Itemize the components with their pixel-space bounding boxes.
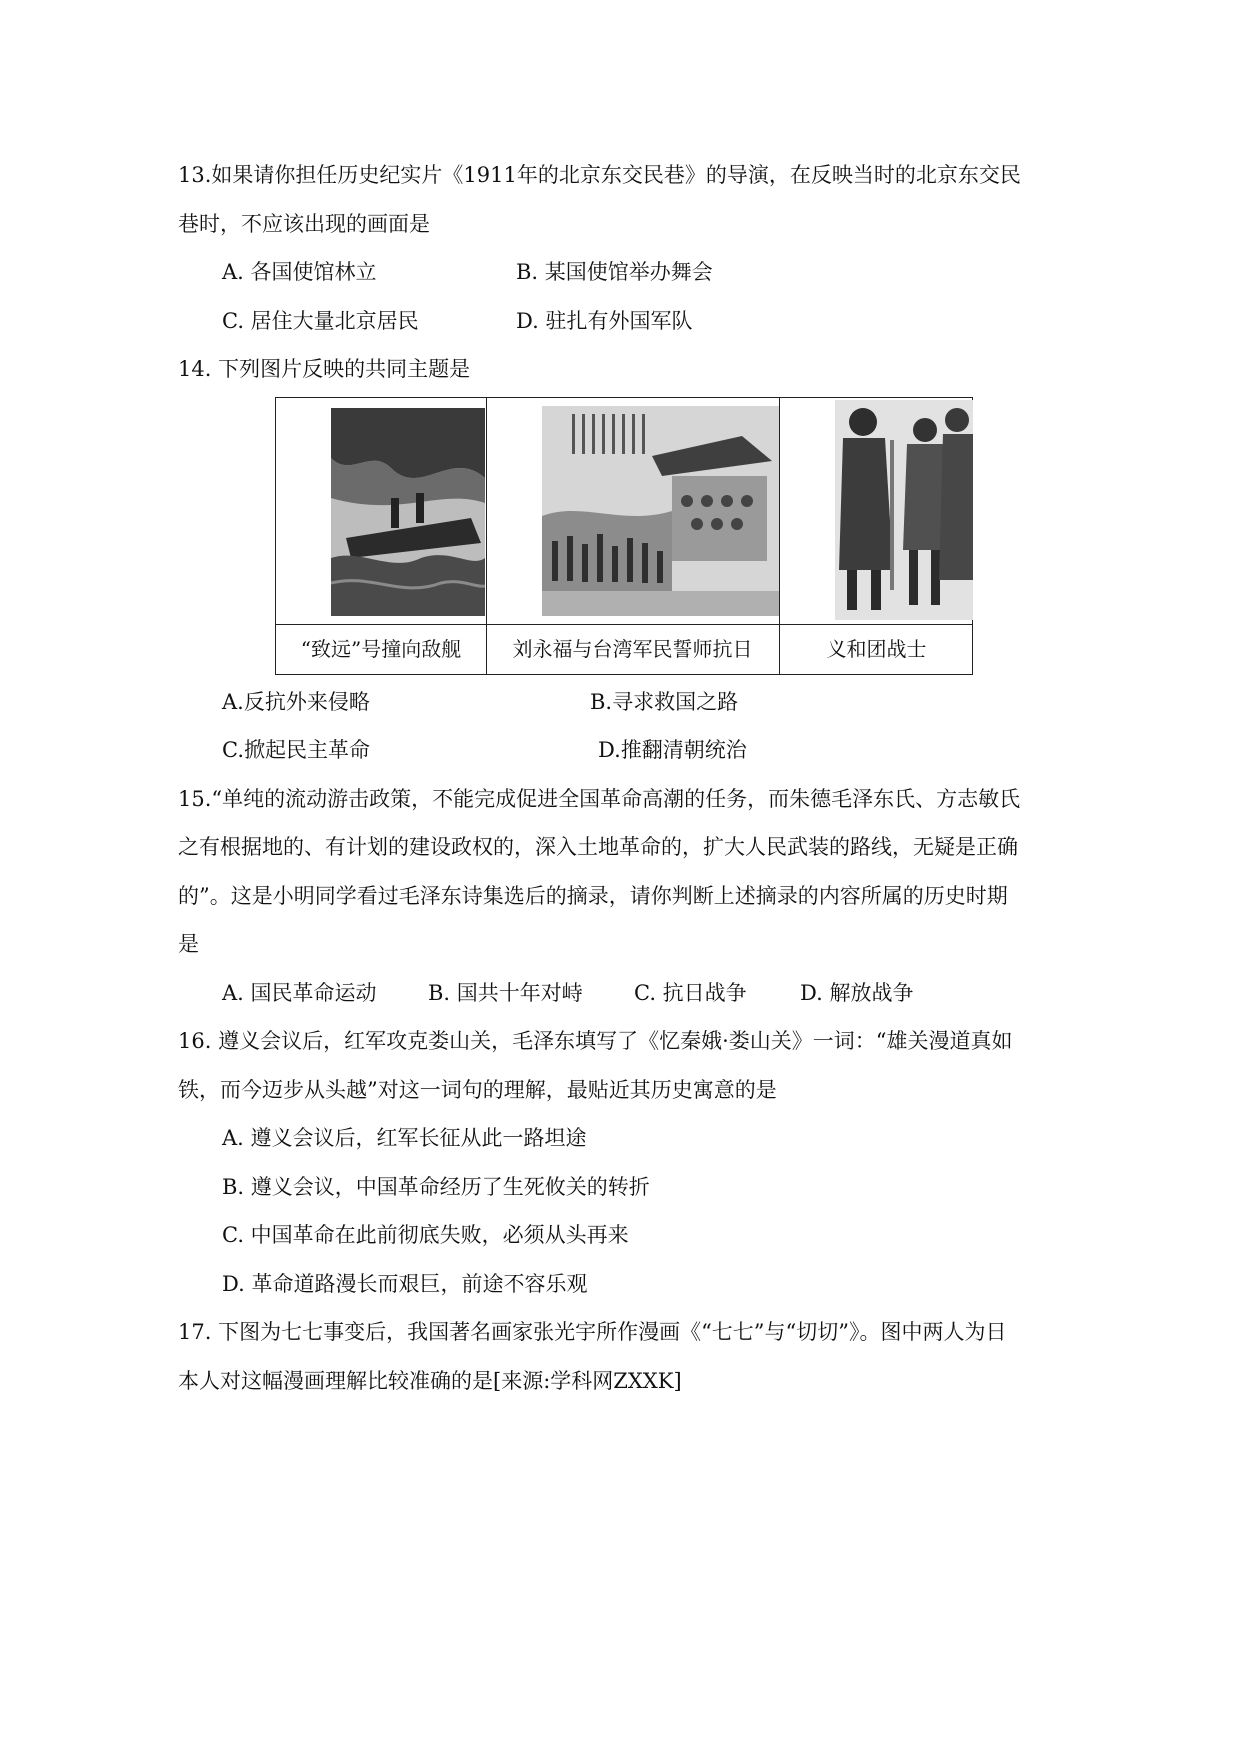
q13-stem-line1: 13.如果请你担任历史纪实片《1911年的北京东交民巷》的导演，在反映当时的北京东交民 [178, 163, 1021, 187]
caption-liuyongfu: 刘永福与台湾军民誓师抗日 [512, 637, 753, 661]
q14-option-b: B.寻求救国之路 [590, 690, 739, 714]
q15-stem-line2: 之有根据地的、有计划的建设政权的，深入土地革命的，扩大人民武装的路线，无疑是正确 [178, 835, 1018, 859]
q15-stem-line4: 是 [178, 932, 199, 956]
q14-option-c: C.掀起民主革命 [222, 738, 370, 762]
q13-option-a: A. 各国使馆林立 [222, 260, 377, 284]
q16-option-c: C. 中国革命在此前彻底失败，必须从头再来 [222, 1223, 629, 1247]
q14-option-a: A.反抗外来侵略 [222, 690, 370, 714]
q15-option-b: B. 国共十年对峙 [428, 981, 583, 1005]
q15-option-a: A. 国民革命运动 [222, 981, 377, 1005]
q17-stem-line2: 本人对这幅漫画理解比较准确的是[来源:学科网ZXXK] [178, 1369, 682, 1393]
q14-option-d: D.推翻清朝统治 [598, 738, 747, 762]
q13-option-b: B. 某国使馆举办舞会 [516, 260, 713, 284]
boxer-fighters-photo [835, 400, 973, 620]
q13-option-c: C. 居住大量北京居民 [222, 309, 419, 333]
q16-option-d: D. 革命道路漫长而艰巨，前途不容乐观 [222, 1272, 588, 1296]
q17-stem-line1: 17. 下图为七七事变后，我国著名画家张光宇所作漫画《“七七”与“切切”》。图中两人为日 [178, 1320, 1007, 1344]
q13-option-d: D. 驻扎有外国军队 [516, 309, 693, 333]
q14-picture-table [275, 397, 973, 675]
caption-boxer: 义和团战士 [826, 637, 927, 661]
q15-option-c: C. 抗日战争 [634, 981, 747, 1005]
liuyongfu-oath-picture [542, 406, 780, 616]
q16-option-b: B. 遵义会议，中国革命经历了生死攸关的转折 [222, 1175, 650, 1199]
zhiyuan-warship-photo [331, 408, 485, 616]
q15-stem-line3: 的”。这是小明同学看过毛泽东诗集选后的摘录，请你判断上述摘录的内容所属的历史时期 [178, 884, 1008, 908]
q13-stem-line2: 巷时，不应该出现的画面是 [178, 212, 430, 236]
caption-zhiyuan: “致远”号撞向敌舰 [300, 637, 462, 661]
q16-option-a: A. 遵义会议后，红军长征从此一路坦途 [222, 1126, 587, 1150]
q15-stem-line1: 15.“单纯的流动游击政策，不能完成促进全国革命高潮的任务，而朱德毛泽东氏、方志敏氏 [178, 787, 1021, 811]
q16-stem-line1: 16. 遵义会议后，红军攻克娄山关，毛泽东填写了《忆秦娥·娄山关》一词：“雄关漫道真如 [178, 1029, 1013, 1053]
q14-stem: 14. 下列图片反映的共同主题是 [178, 357, 471, 381]
q15-option-d: D. 解放战争 [800, 981, 914, 1005]
q16-stem-line2: 铁，而今迈步从头越”对这一词句的理解，最贴近其历史寓意的是 [178, 1078, 777, 1102]
